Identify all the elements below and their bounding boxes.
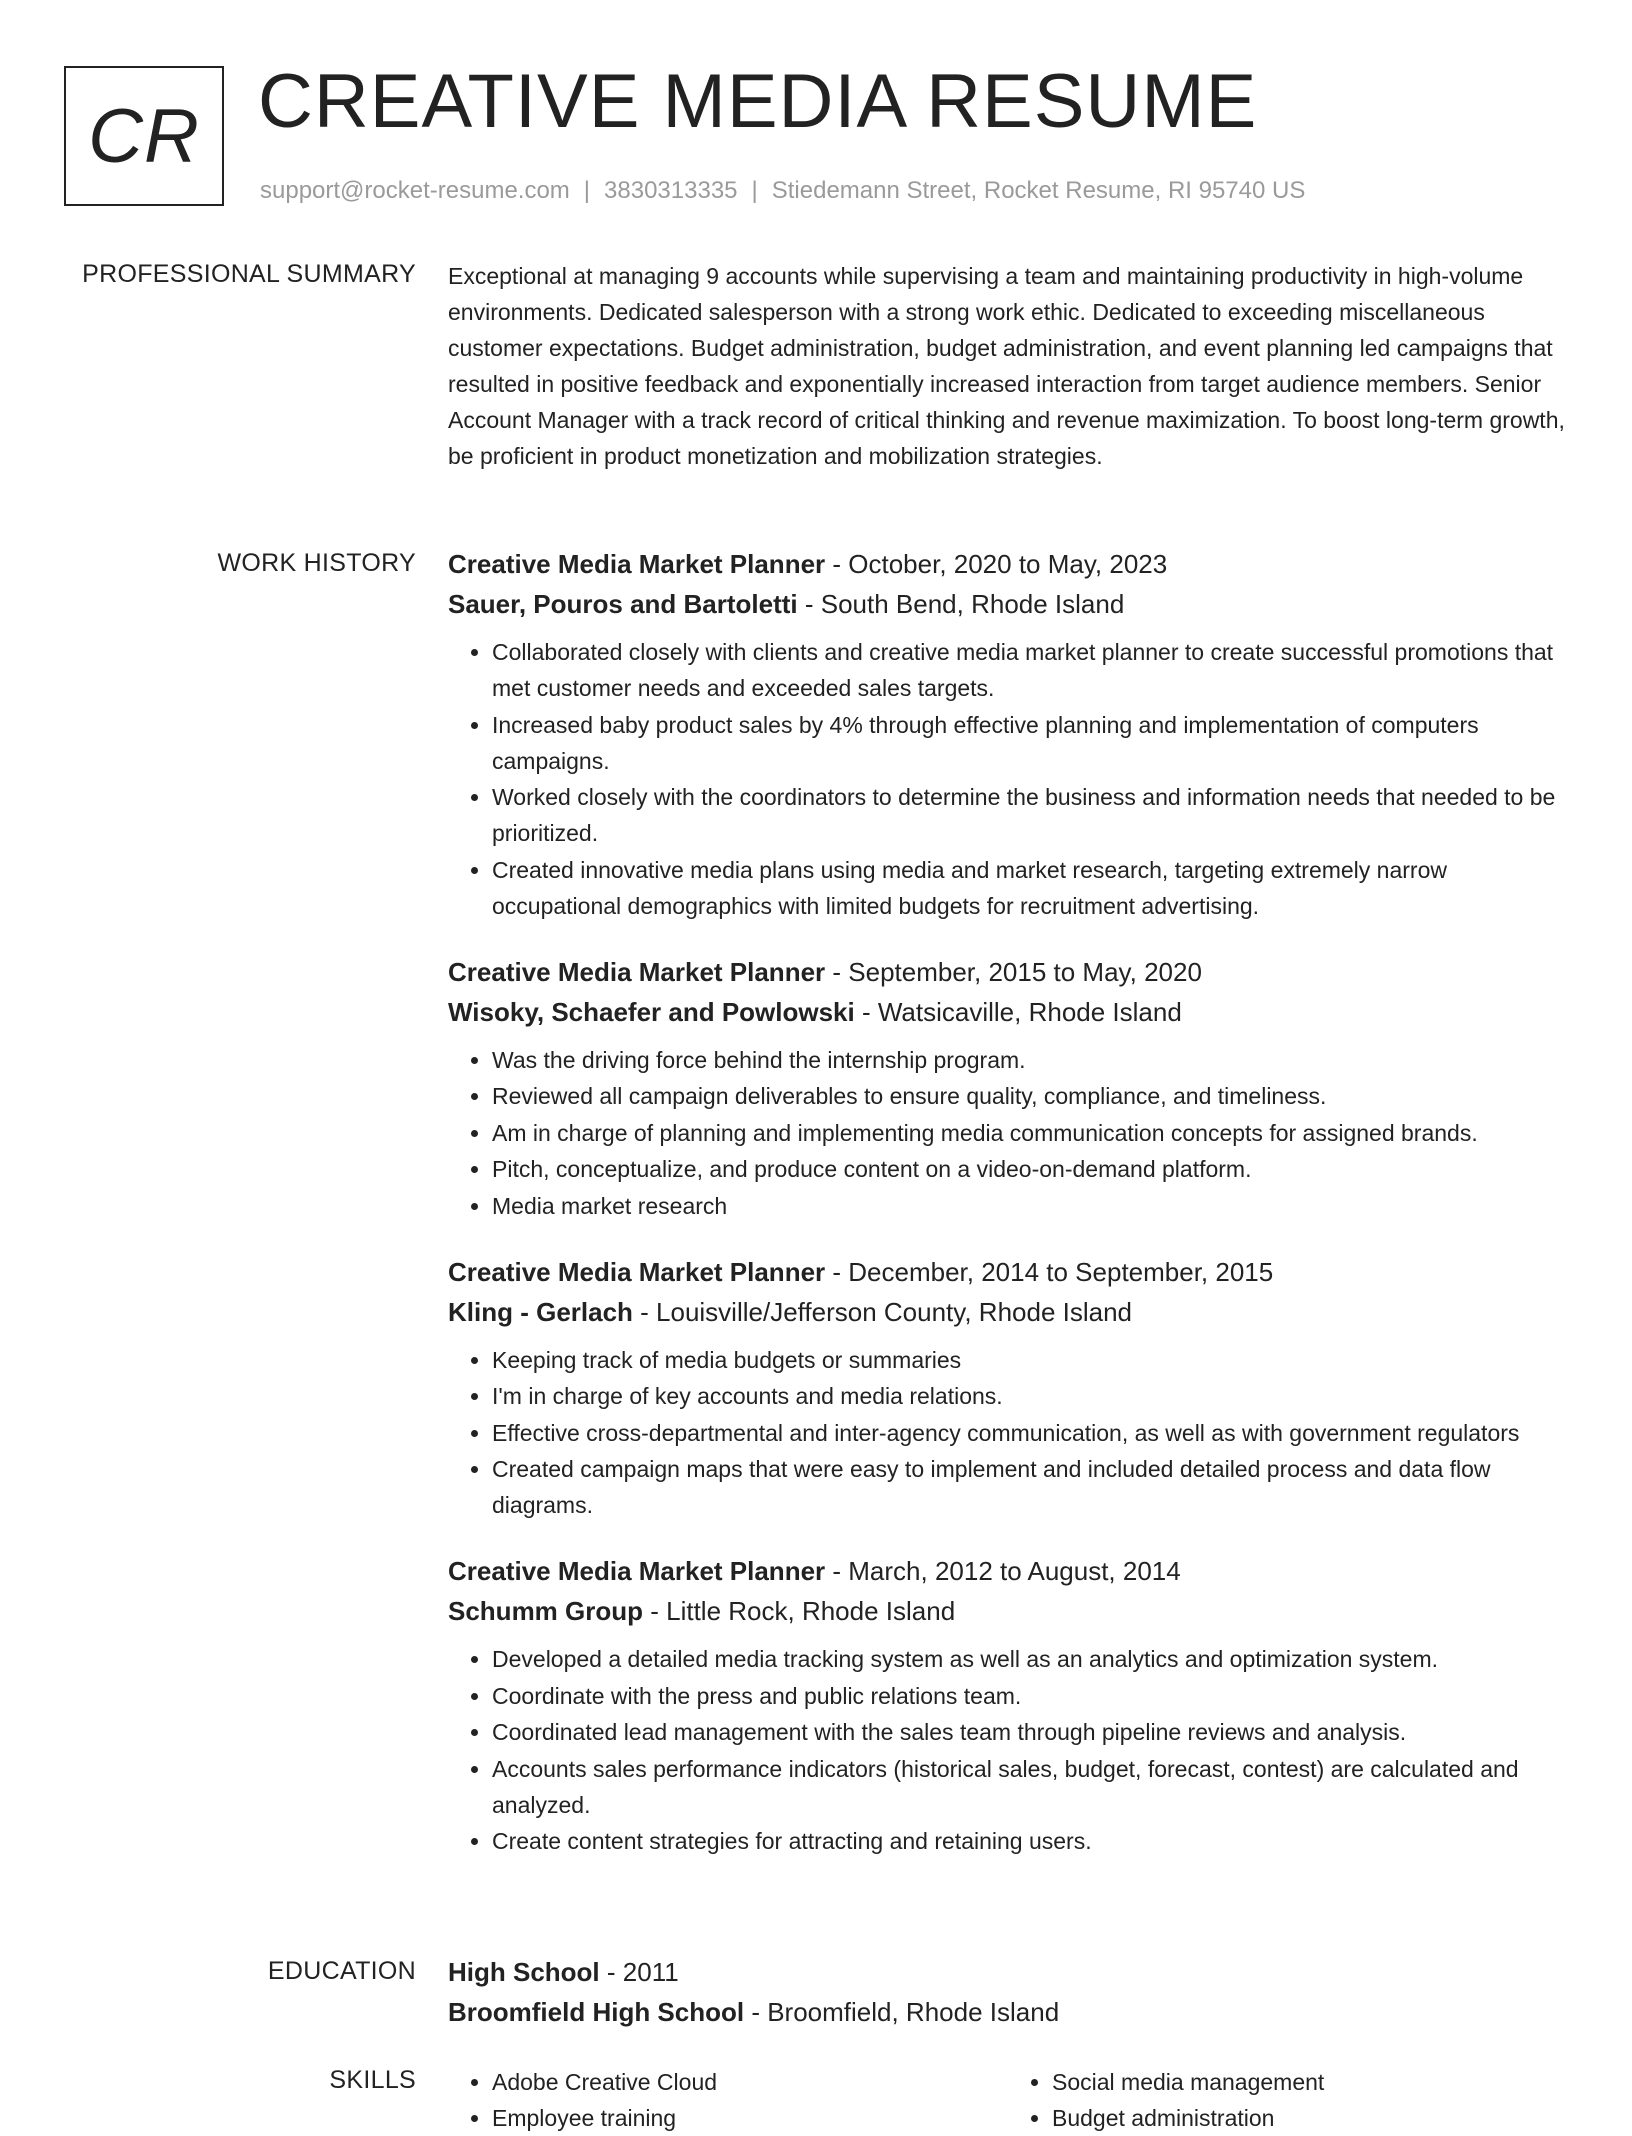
education-degree: High School bbox=[448, 1957, 600, 1987]
job-bullet: • Am in charge of planning and implementing media communication concepts for assigned brands. bbox=[492, 1115, 1568, 1151]
job-bullets bbox=[448, 1342, 1568, 1524]
job-title-line bbox=[448, 1551, 1568, 1591]
job-entry bbox=[448, 544, 1568, 924]
job-dates: - September, 2015 to May, 2020 bbox=[825, 956, 1202, 987]
skills-right-column bbox=[1008, 2064, 1568, 2136]
job-company: Sauer, Pouros and Bartoletti bbox=[448, 589, 798, 619]
job-bullet: • Pitch, conceptualize, and produce content on a video-on-demand platform. bbox=[492, 1151, 1568, 1187]
job-company-line bbox=[448, 1591, 1568, 1631]
job-bullet: • Coordinate with the press and public relations team. bbox=[492, 1678, 1568, 1714]
job-bullet: • Developed a detailed media tracking system as well as an analytics and optimization system. bbox=[492, 1641, 1568, 1677]
contact-line bbox=[260, 176, 1305, 206]
job-title-line bbox=[448, 1252, 1568, 1292]
job-bullet: • Created innovative media plans using media and market research, targeting extremely narrow occupational demographics with limited budgets for recruitment advertising. bbox=[492, 852, 1568, 924]
work-history-body bbox=[448, 544, 1568, 1887]
job-company-line bbox=[448, 1292, 1568, 1332]
job-title-line bbox=[448, 952, 1568, 992]
education-location: - Broomfield, Rhode Island bbox=[744, 1997, 1060, 2027]
contact-phone: 3830313335 bbox=[604, 177, 738, 204]
job-bullet: • Created campaign maps that were easy to implement and included detailed process and data flow diagrams. bbox=[492, 1451, 1568, 1523]
job-dates: - October, 2020 to May, 2023 bbox=[825, 549, 1168, 579]
job-bullet: • Media market research bbox=[492, 1188, 1568, 1224]
section-label-work-history: WORK HISTORY bbox=[217, 549, 416, 577]
monogram-logo bbox=[64, 66, 224, 206]
section-label-summary: PROFESSIONAL SUMMARY bbox=[82, 260, 416, 288]
summary-text: Exceptional at managing 9 accounts while supervising a team and maintaining productivity in high-volume environments. Dedicated salesperson with a strong work ethic. Dedicated to exceeding miscellaneous customer expectations. Budget administration, budget administration, and event planning led campaigns that resulted in positive feedback and exponentially increased interaction from target audience members. Senior Account Manager with a track record of critical thinking and revenue maximization. To boost long-term growth, be proficient in product monetization and mobilization strategies. bbox=[448, 263, 1565, 469]
job-bullet: • Accounts sales performance indicators (historical sales, budget, forecast, contest) are calculated and analyzed. bbox=[492, 1751, 1568, 1823]
job-title-line bbox=[448, 544, 1568, 584]
job-location: - Watsicaville, Rhode Island bbox=[854, 996, 1182, 1027]
job-company: Kling - Gerlach bbox=[448, 1296, 633, 1327]
job-bullets bbox=[448, 1641, 1568, 1859]
contact-address: Stiedemann Street, Rocket Resume, RI 95740 US bbox=[771, 177, 1306, 204]
monogram-text: CR bbox=[88, 93, 200, 179]
job-location: - Louisville/Jefferson County, Rhode Island bbox=[632, 1296, 1133, 1327]
education-school-line bbox=[448, 1992, 1568, 2032]
job-company-line bbox=[448, 584, 1568, 624]
job-title: Creative Media Market Planner bbox=[448, 1556, 826, 1586]
job-title: Creative Media Market Planner bbox=[448, 956, 826, 987]
education-degree-line bbox=[448, 1952, 1568, 1992]
section-label-skills: SKILLS bbox=[329, 2066, 416, 2094]
skills-left-column bbox=[448, 2064, 1008, 2136]
job-location: - Little Rock, Rhode Island bbox=[643, 1596, 956, 1626]
contact-separator: | bbox=[583, 177, 591, 204]
skills-body bbox=[448, 2064, 1568, 2136]
resume-title: CREATIVE MEDIA RESUME bbox=[258, 59, 1258, 144]
contact-email: support@rocket-resume.com bbox=[260, 177, 570, 204]
contact-separator: | bbox=[751, 177, 758, 204]
skill-item: • Employee training bbox=[492, 2100, 1008, 2136]
job-bullet: • Reviewed all campaign deliverables to ensure quality, compliance, and timeliness. bbox=[492, 1078, 1568, 1114]
job-entry bbox=[448, 1252, 1568, 1524]
section-label-education: EDUCATION bbox=[267, 1957, 416, 1985]
job-bullet: • Collaborated closely with clients and creative media market planner to create successful promotions that met customer needs and exceeded sales targets. bbox=[492, 634, 1568, 706]
education-school: Broomfield High School bbox=[448, 1997, 745, 2027]
job-bullet: • I'm in charge of key accounts and media relations. bbox=[492, 1378, 1568, 1414]
job-company: Wisoky, Schaefer and Powlowski bbox=[448, 996, 855, 1027]
job-bullet: • Keeping track of media budgets or summaries bbox=[492, 1342, 1568, 1378]
job-company: Schumm Group bbox=[448, 1596, 644, 1626]
job-entry bbox=[448, 952, 1568, 1224]
job-dates: - March, 2012 to August, 2014 bbox=[825, 1556, 1181, 1586]
job-title: Creative Media Market Planner bbox=[448, 549, 826, 579]
education-body bbox=[448, 1952, 1568, 2032]
job-bullet: • Create content strategies for attracting and retaining users. bbox=[492, 1823, 1568, 1859]
skills-columns bbox=[448, 2064, 1568, 2136]
job-dates: - December, 2014 to September, 2015 bbox=[825, 1256, 1274, 1287]
job-company-line bbox=[448, 992, 1568, 1032]
job-bullets bbox=[448, 634, 1568, 924]
job-title: Creative Media Market Planner bbox=[448, 1256, 826, 1287]
summary-body bbox=[448, 258, 1568, 474]
job-bullet: • Was the driving force behind the internship program. bbox=[492, 1042, 1568, 1078]
skill-item: • Budget administration bbox=[1052, 2100, 1568, 2136]
skill-item: • Social media management bbox=[1052, 2064, 1568, 2100]
skill-item: • Adobe Creative Cloud bbox=[492, 2064, 1008, 2100]
job-bullet: • Coordinated lead management with the sales team through pipeline reviews and analysis. bbox=[492, 1714, 1568, 1750]
job-entry bbox=[448, 1551, 1568, 1859]
job-bullet: • Increased baby product sales by 4% through effective planning and implementation of computers campaigns. bbox=[492, 707, 1568, 779]
job-bullet: • Effective cross-departmental and inter-agency communication, as well as with government regulators bbox=[492, 1415, 1568, 1451]
education-year: - 2011 bbox=[599, 1957, 679, 1987]
job-bullet: • Worked closely with the coordinators to determine the business and information needs that needed to be prioritized. bbox=[492, 779, 1568, 851]
job-bullets bbox=[448, 1042, 1568, 1224]
job-location: - South Bend, Rhode Island bbox=[797, 589, 1125, 619]
